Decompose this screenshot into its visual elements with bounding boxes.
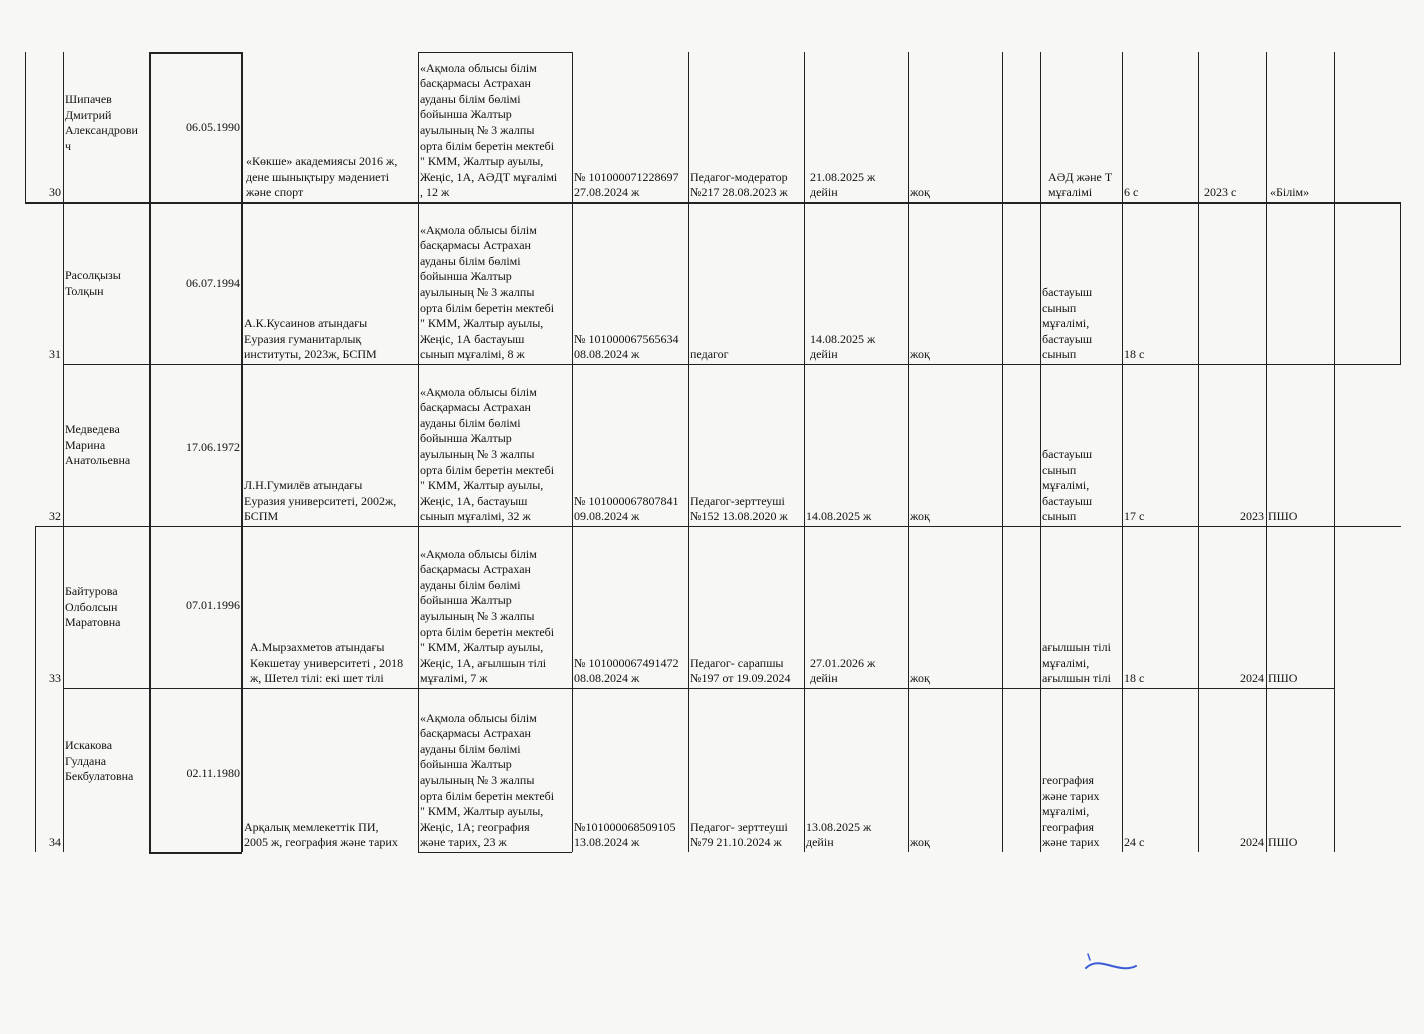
position: бастауыш сынып мұғалімі, бастауыш сынып	[1042, 285, 1093, 362]
course-org: ПШО	[1268, 671, 1298, 686]
row-number: 33	[49, 671, 61, 686]
valid-until: 14.08.2025 ж	[806, 509, 872, 524]
extra: жоқ	[910, 671, 930, 686]
grid-line	[418, 52, 419, 852]
category: Педагог-зерттеуші №152 13.08.2020 ж	[690, 493, 788, 524]
education: Л.Н.Гумилёв атындағы Еуразия университеті, 2002ж, БСПМ	[244, 478, 397, 524]
teacher-name: Расолқызы Толқын	[65, 268, 121, 298]
certificate: № 101000067491472 08.08.2024 ж	[574, 655, 679, 686]
course-org: ПШО	[1268, 835, 1298, 850]
position: география және тарих мұғалімі, география және тарих	[1042, 773, 1100, 850]
certificate: № 101000071228697 27.08.2024 ж	[574, 169, 679, 200]
course-org	[1266, 202, 1334, 364]
certificate: №101000068509105 13.08.2024 ж	[574, 819, 676, 850]
grid-line	[1040, 52, 1041, 852]
row-number: 34	[49, 835, 61, 850]
valid-until: 27.01.2026 ж дейін	[810, 655, 876, 686]
grid-line	[804, 52, 805, 852]
grid-line	[149, 852, 242, 854]
course-year: 2023 с	[1204, 185, 1237, 200]
grid-line	[25, 52, 26, 202]
experience: 24 с	[1124, 835, 1145, 850]
workplace: «Ақмола облысы білім басқармасы Астрахан ауданы білім бөлімі бойынша Жалтыр ауылының № 3 жалпы орта білім беретін мектебі " КММ, Жалтыр ауылы, Жеңіс, 1А, АӘДТ мұғалімі , 12 ж	[420, 60, 558, 200]
grid-line	[63, 364, 1401, 365]
row-number: 32	[49, 509, 61, 524]
grid-line	[908, 52, 909, 852]
grid-line	[35, 526, 36, 852]
workplace: «Ақмола облысы білім басқармасы Астрахан ауданы білім бөлімі бойынша Жалтыр ауылының № 3 жалпы орта білім беретін мектебі " КММ, Жалтыр ауылы, Жеңіс, 1А бастауыш сынып мұғалімі, 8 ж	[420, 222, 555, 362]
grid-line	[35, 526, 1401, 527]
row-number: 31	[49, 347, 61, 362]
certificate: № 101000067565634 08.08.2024 ж	[574, 331, 679, 362]
position: АӘД және Т мұғалімі	[1048, 169, 1113, 200]
row-number: 30	[49, 185, 61, 200]
signature-mark	[1082, 948, 1142, 978]
grid-line	[63, 688, 1335, 689]
extra: жоқ	[910, 185, 930, 200]
teacher-name: Искакова Гулдана Бекбулатовна	[65, 738, 134, 784]
extra: жоқ	[910, 347, 930, 362]
grid-line	[25, 202, 1401, 204]
grid-line	[688, 52, 689, 852]
birth-date: 06.07.1994	[186, 276, 240, 290]
course-org: ПШО	[1268, 509, 1298, 524]
birth-date: 07.01.1996	[186, 598, 240, 612]
valid-until: 13.08.2025 ж дейін	[806, 819, 872, 850]
table-row	[0, 52, 1424, 202]
extra: жоқ	[910, 835, 930, 850]
birth-date: 17.06.1972	[186, 440, 240, 454]
teacher-name: Шипачев Дмитрий Александрови ч	[65, 92, 138, 153]
grid-line	[1122, 52, 1123, 852]
position: бастауыш сынып мұғалімі, бастауыш сынып	[1042, 447, 1093, 524]
education: А.К.Кусаинов атындағы Еуразия гуманитарлық институты, 2023ж, БСПМ	[244, 316, 377, 362]
birth-date: 06.05.1990	[186, 120, 240, 134]
grid-line	[418, 852, 572, 853]
grid-line	[149, 52, 151, 852]
grid-line	[1334, 52, 1335, 852]
grid-line	[1266, 52, 1267, 852]
workplace: «Ақмола облысы білім басқармасы Астрахан ауданы білім бөлімі бойынша Жалтыр ауылының № 3 жалпы орта білім беретін мектебі " КММ, Жалтыр ауылы, Жеңіс, 1А; география және тарих, 23 ж	[420, 710, 555, 850]
table-row	[0, 202, 1424, 364]
grid-line	[63, 52, 64, 852]
course-year: 2023	[1240, 509, 1264, 524]
education: Арқалық мемлекеттік ПИ, 2005 ж, география және тарих	[244, 819, 398, 850]
education: «Көкше» академиясы 2016 ж, дене шынықтыру мәдениеті және спорт	[246, 154, 398, 200]
course-org: «Білім»	[1270, 185, 1310, 200]
experience: 18 с	[1124, 347, 1145, 362]
category: педагог	[690, 347, 729, 362]
table-row	[0, 364, 1424, 526]
course-year: 2024	[1240, 835, 1264, 850]
grid-line	[241, 52, 243, 852]
grid-line	[1400, 202, 1401, 364]
experience: 6 с	[1124, 185, 1139, 200]
category: Педагог- зерттеуші №79 21.10.2024 ж	[690, 819, 788, 850]
valid-until: 14.08.2025 ж дейін	[810, 331, 876, 362]
table-row	[0, 526, 1424, 688]
grid-line	[1002, 52, 1003, 852]
category: Педагог-модератор №217 28.08.2023 ж	[690, 169, 788, 200]
workplace: «Ақмола облысы білім басқармасы Астрахан ауданы білім бөлімі бойынша Жалтыр ауылының № 3 жалпы орта білім беретін мектебі " КММ, Жалтыр ауылы, Жеңіс, 1А, бастауыш сынып мұғалімі, 32 ж	[420, 384, 555, 524]
grid-line	[149, 52, 242, 54]
grid-line	[572, 52, 573, 852]
education: А.Мырзахметов атындағы Көкшетау университеті , 2018 ж, Шетел тілі: екі шет тілі	[250, 640, 404, 686]
table-row	[0, 688, 1424, 852]
course-year	[1198, 202, 1266, 364]
birth-date: 02.11.1980	[186, 766, 240, 780]
certificate: № 101000067807841 09.08.2024 ж	[574, 493, 679, 524]
position: ағылшын тілі мұғалімі, ағылшын тілі	[1042, 640, 1111, 686]
experience: 18 с	[1124, 671, 1145, 686]
grid-line	[418, 52, 572, 53]
experience: 17 с	[1124, 509, 1145, 524]
valid-until: 21.08.2025 ж дейін	[810, 169, 876, 200]
workplace: «Ақмола облысы білім басқармасы Астрахан ауданы білім бөлімі бойынша Жалтыр ауылының № 3 жалпы орта білім беретін мектебі " КММ, Жалтыр ауылы, Жеңіс, 1А, ағылшын тілі мұғалімі, 7 ж	[420, 546, 555, 686]
course-year: 2024	[1240, 671, 1264, 686]
category: Педагог- сарапшы №197 от 19.09.2024	[690, 655, 791, 686]
teacher-name: Байтурова Олболсын Маратовна	[65, 584, 121, 630]
extra: жоқ	[910, 509, 930, 524]
teacher-name: Медведева Марина Анатольевна	[65, 422, 131, 468]
grid-line	[1198, 52, 1199, 852]
